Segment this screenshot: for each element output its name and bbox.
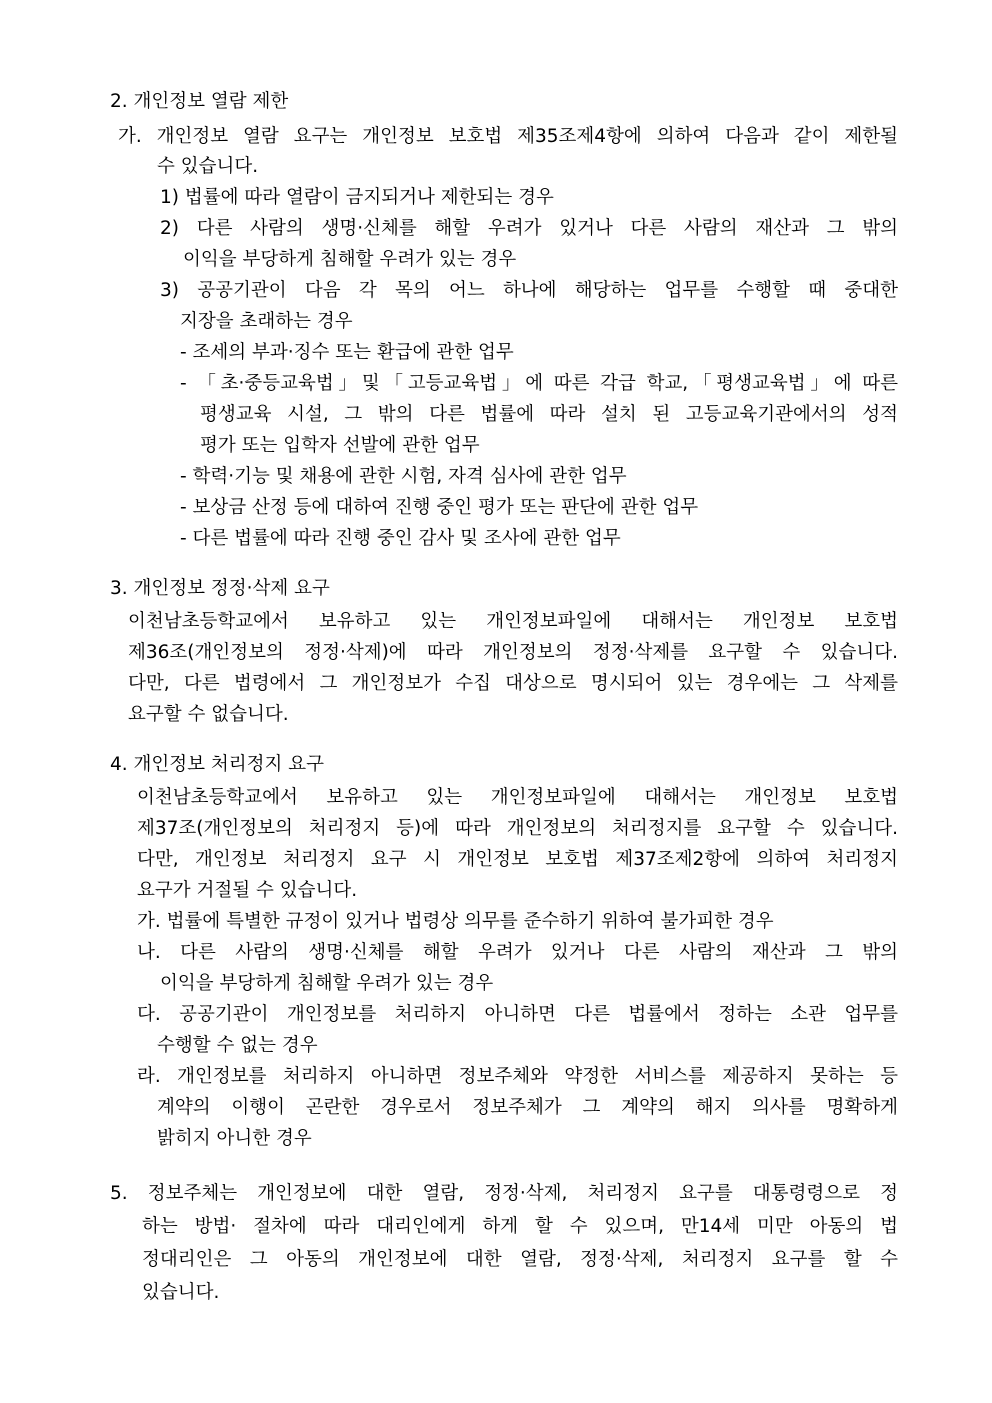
section-4-item-ra-line-3: 밝히지 아니한 경우: [157, 1128, 312, 1149]
section-2-dash-item-5: - 다른 법률에 따라 진행 중인 감사 및 조사에 관한 업무: [180, 528, 621, 549]
section-5-line-3: 정대리인은 그 아동의 개인정보에 대한 열람, 정정·삭제, 처리정지 요구를 할 수: [142, 1249, 898, 1270]
section-4-item-ga: 가. 법률에 특별한 규정이 있거나 법령상 의무를 준수하기 위하여 불가피한 경우: [137, 911, 774, 932]
section-2-dash-item-2-line-2: 평생교육 시설, 그 밖의 다른 법률에 따라 설치 된 고등교육기관에서의 성적: [200, 404, 898, 425]
section-3-line-3: 다만, 다른 법령에서 그 개인정보가 수집 대상으로 명시되어 있는 경우에는 그 삭제를: [128, 673, 898, 694]
section-4-heading: 4. 개인정보 처리정지 요구: [110, 754, 325, 775]
section-4-item-ra-line-1: 라. 개인정보를 처리하지 아니하면 정보주체와 약정한 서비스를 제공하지 못하는 등: [137, 1066, 898, 1087]
section-2-heading: 2. 개인정보 열람 제한: [110, 91, 289, 112]
section-2-item-ga-line-1: 가. 개인정보 열람 요구는 개인정보 보호법 제35조제4항에 의하여 다음과 같이 제한될: [118, 126, 898, 147]
section-4-item-na-line-2: 이익을 부당하게 침해할 우려가 있는 경우: [160, 973, 494, 994]
section-4-item-na-line-1: 나. 다른 사람의 생명·신체를 해할 우려가 있거나 다른 사람의 재산과 그 밖의: [137, 942, 898, 963]
section-4-line-3: 다만, 개인정보 처리정지 요구 시 개인정보 보호법 제37조제2항에 의하여 처리정지: [137, 849, 898, 870]
section-5-line-1: 5. 정보주체는 개인정보에 대한 열람, 정정·삭제, 처리정지 요구를 대통령령으로 정: [110, 1183, 898, 1204]
section-2-subitem-3-line-1: 3) 공공기관이 다음 각 목의 어느 하나에 해당하는 업무를 수행할 때 중대한: [160, 280, 898, 301]
section-3-line-2: 제36조(개인정보의 정정·삭제)에 따라 개인정보의 정정·삭제를 요구할 수 있습니다.: [128, 642, 898, 663]
section-2-dash-item-4: - 보상금 산정 등에 대하여 진행 중인 평가 또는 판단에 관한 업무: [180, 497, 699, 518]
section-2-dash-item-3: - 학력·기능 및 채용에 관한 시험, 자격 심사에 관한 업무: [180, 466, 627, 487]
section-3-line-4: 요구할 수 없습니다.: [128, 704, 289, 725]
section-5-line-2: 하는 방법· 절차에 따라 대리인에게 하게 할 수 있으며, 만14세 미만 아동의 법: [142, 1216, 898, 1237]
section-5-line-4: 있습니다.: [142, 1282, 220, 1303]
section-3-heading: 3. 개인정보 정정·삭제 요구: [110, 578, 330, 599]
section-3-line-1: 이천남초등학교에서 보유하고 있는 개인정보파일에 대해서는 개인정보 보호법: [128, 611, 898, 632]
section-2-subitem-3-line-2: 지장을 초래하는 경우: [180, 311, 353, 332]
section-4-line-1: 이천남초등학교에서 보유하고 있는 개인정보파일에 대해서는 개인정보 보호법: [137, 787, 898, 808]
section-2-subitem-2-line-1: 2) 다른 사람의 생명·신체를 해할 우려가 있거나 다른 사람의 재산과 그 밖의: [160, 218, 898, 239]
section-4-line-2: 제37조(개인정보의 처리정지 등)에 따라 개인정보의 처리정지를 요구할 수 있습니다.: [137, 818, 898, 839]
section-4-line-4: 요구가 거절될 수 있습니다.: [137, 880, 358, 901]
section-4-item-ra-line-2: 계약의 이행이 곤란한 경우로서 정보주체가 그 계약의 해지 의사를 명확하게: [157, 1097, 898, 1118]
section-2-dash-item-2-line-3: 평가 또는 입학자 선발에 관한 업무: [200, 435, 480, 456]
section-2-subitem-1: 1) 법률에 따라 열람이 금지되거나 제한되는 경우: [160, 187, 554, 208]
section-4-item-da-line-1: 다. 공공기관이 개인정보를 처리하지 아니하면 다른 법률에서 정하는 소관 업무를: [137, 1004, 898, 1025]
section-4-item-da-line-2: 수행할 수 없는 경우: [157, 1035, 318, 1056]
section-2-subitem-2-line-2: 이익을 부당하게 침해할 우려가 있는 경우: [183, 249, 517, 270]
section-2-item-ga-line-2: 수 있습니다.: [157, 156, 259, 177]
section-2-dash-item-1: - 조세의 부과·징수 또는 환급에 관한 업무: [180, 342, 514, 363]
section-2-dash-item-2-line-1: - 「초·중등교육법」및「고등교육법」에 따른 각급 학교,「평생교육법」에 따른: [180, 373, 898, 394]
